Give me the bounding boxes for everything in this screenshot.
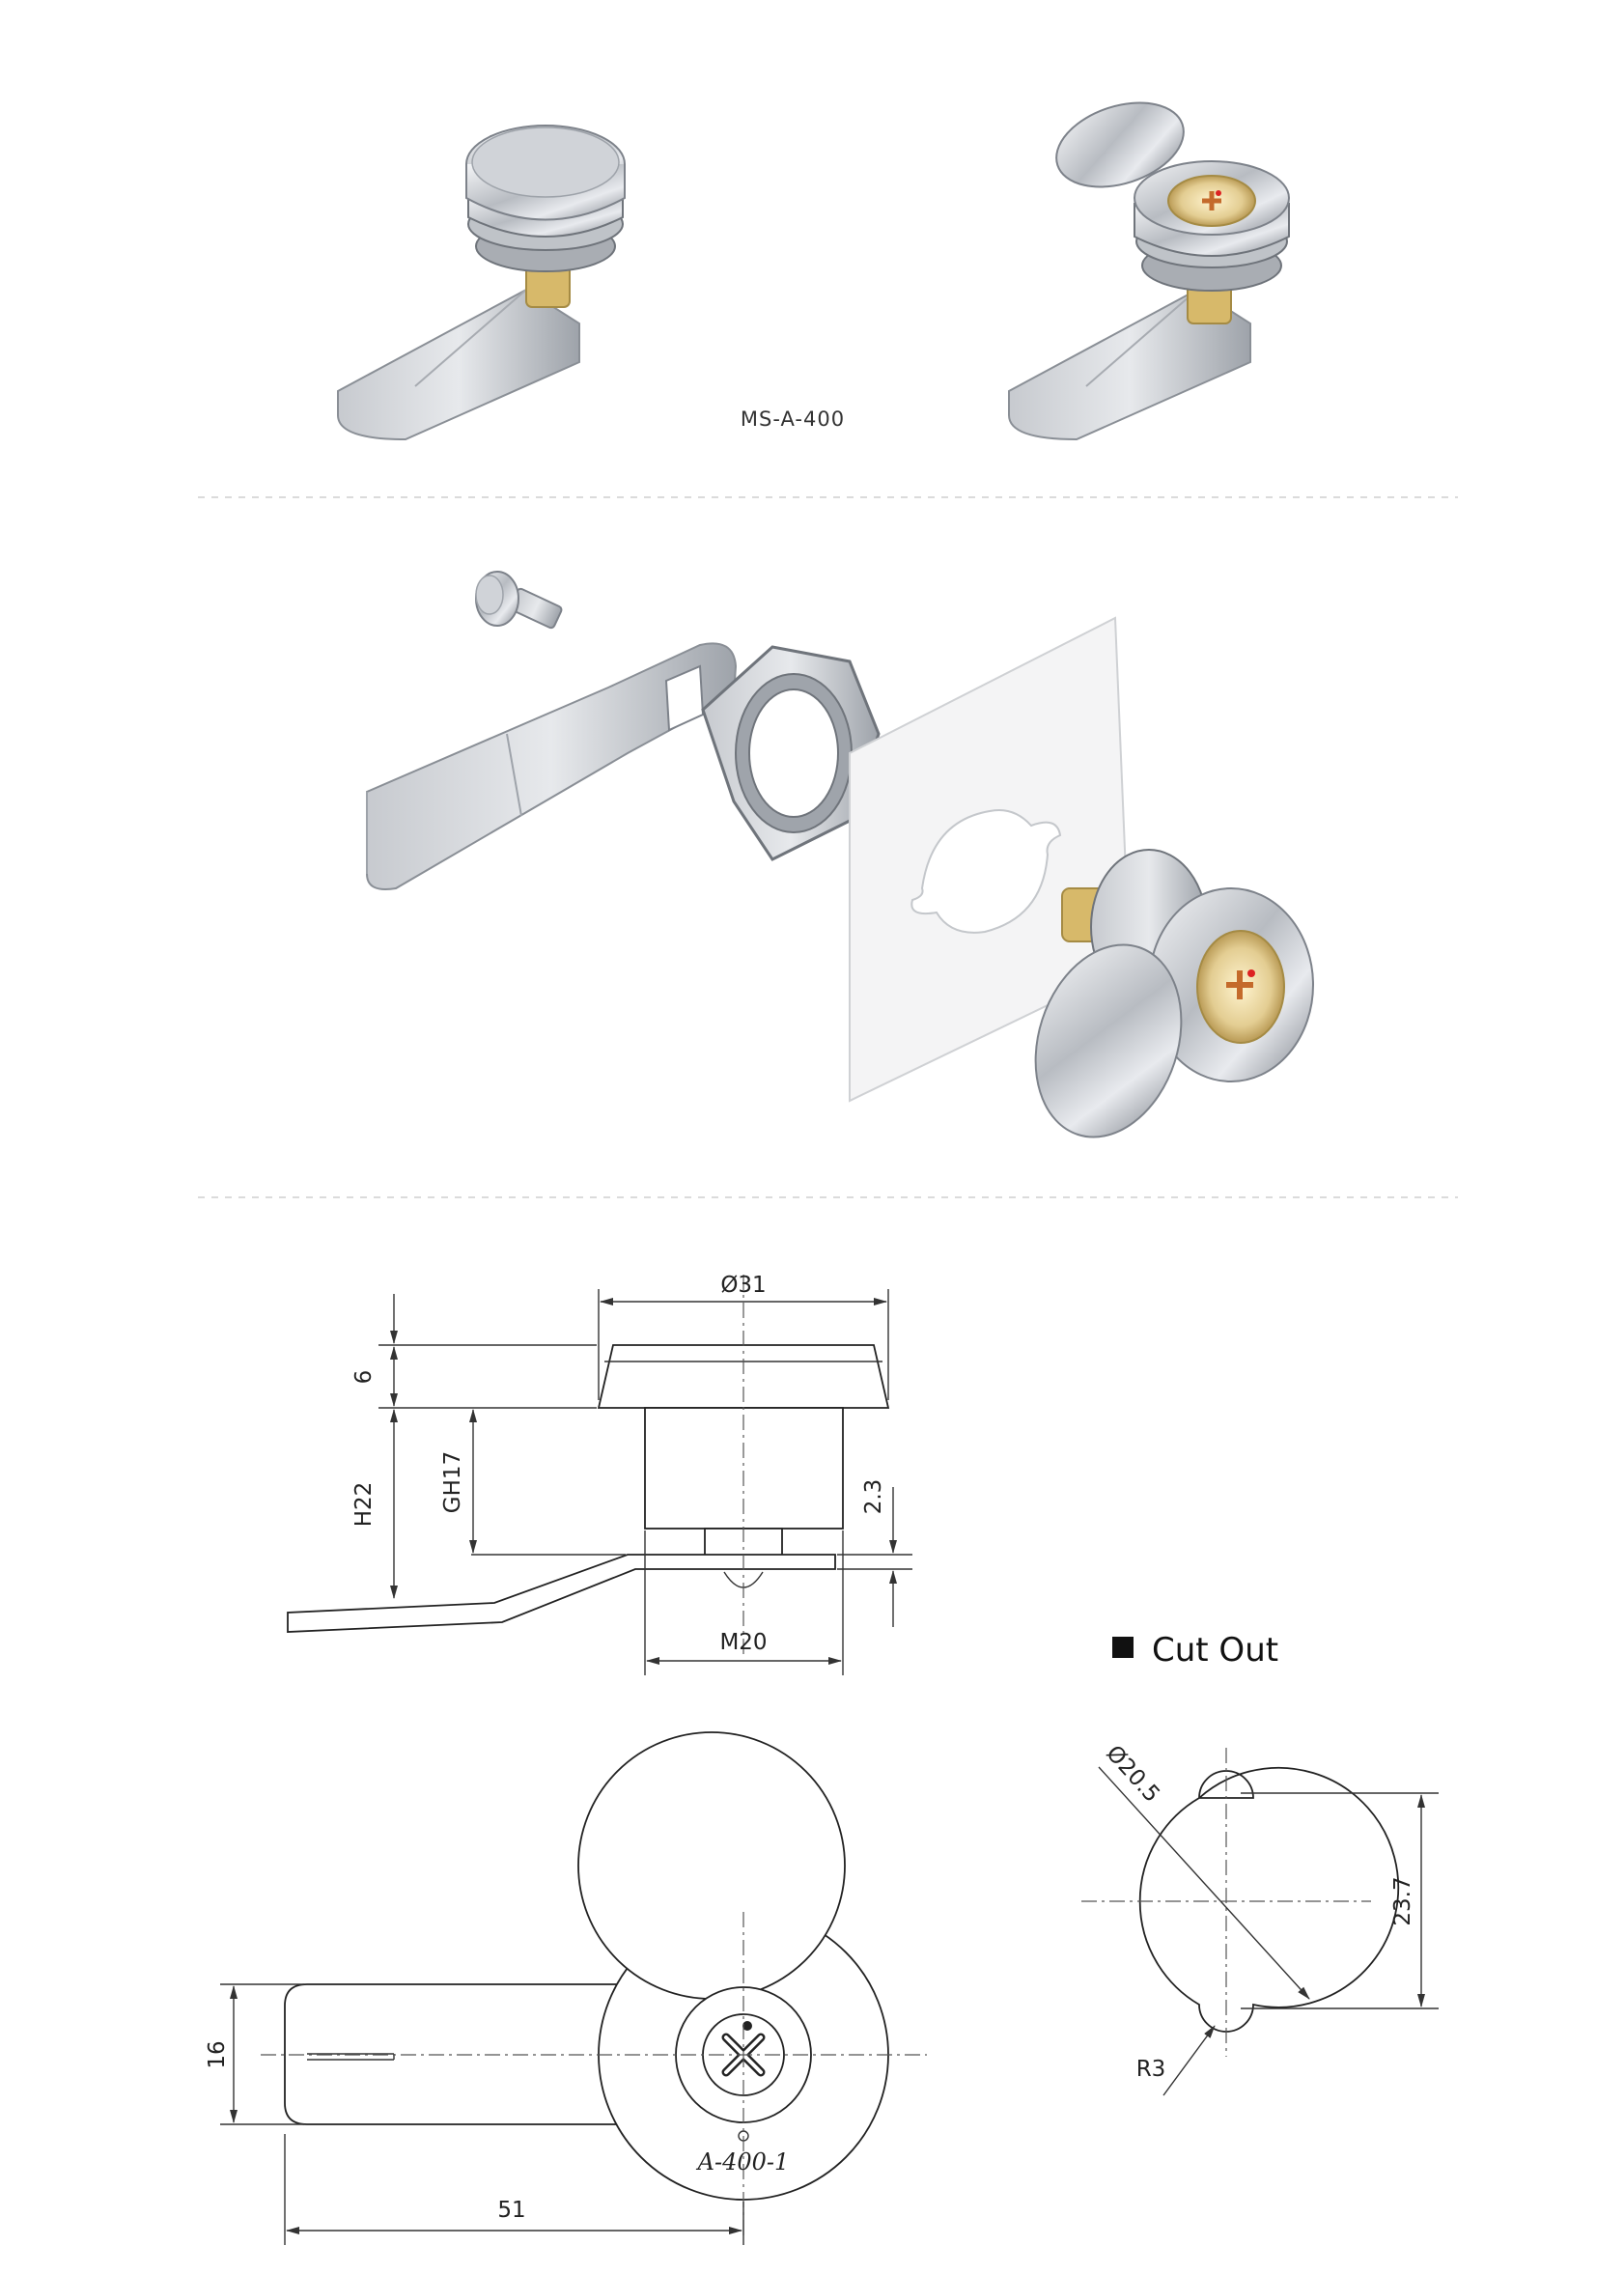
model-label: MS-A-400 [740, 407, 846, 431]
screw-part [476, 572, 563, 629]
dim-thread: M20 [719, 1630, 768, 1655]
product-photo-open [1009, 88, 1289, 439]
dim-cam-width: 16 [205, 2040, 230, 2069]
exploded-view [367, 572, 1313, 1156]
key-marking: A-400-1 [697, 2148, 790, 2176]
cutout-radius: R3 [1135, 2057, 1166, 2082]
front-view-drawing [205, 1732, 927, 2245]
dim-grip-height: GH17 [440, 1450, 465, 1514]
dim-cam-length: 51 [497, 2198, 526, 2223]
product-photo-closed [338, 126, 625, 439]
dim-cam-thickness: 2.3 [861, 1478, 886, 1515]
dim-total-height: H22 [351, 1481, 377, 1528]
cutout-height: 23.7 [1390, 1876, 1415, 1926]
dim-cap-diameter: Ø31 [720, 1273, 767, 1298]
cutout-title: Cut Out [1152, 1631, 1279, 1670]
cam-part [367, 643, 736, 889]
cutout-diameter: Ø20.5 [1101, 1740, 1165, 1808]
cutout-section [1081, 1631, 1439, 2095]
dim-cap-height: 6 [351, 1369, 377, 1385]
cutout-bullet [1112, 1637, 1134, 1658]
side-view-drawing [288, 1273, 912, 1675]
